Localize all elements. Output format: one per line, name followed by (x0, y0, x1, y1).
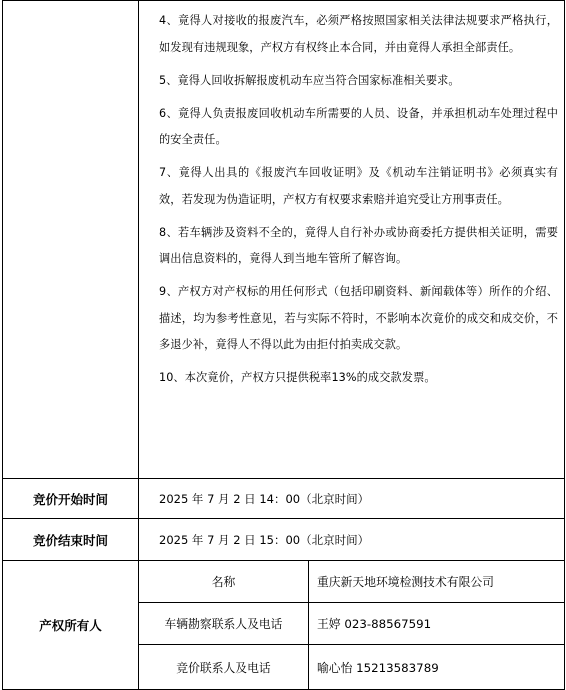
owner-name-row (3, 561, 565, 603)
auction-contact-value: 喻心怡 15213583789 (309, 645, 565, 690)
note-7: 7、竟得人出具的《报废汽车回收证明》及《机动车注销证明书》必须真实有效，若发现为伪造证明，产权方有权要求索赔并追究受让方刑事责任。 (159, 166, 559, 206)
end-time-value: 2025 年 7 月 2 日 15：00（北京时间） (139, 519, 565, 561)
inspection-contact-value: 王婷 023-88567591 (309, 603, 565, 645)
owner-name-value: 重庆新天地环境检测技术有限公司 (309, 561, 565, 603)
note-9: 9、产权方对产权标的用任何形式（包括印刷资料、新闻载体等）所作的介绍、描述，均为参考性意见，若与实际不符时，不影响本次竟价的成交和成交价，不多退少补，竟得人不得以此为由拒付拍卖成交款。 (159, 285, 559, 351)
notes-row (3, 1, 565, 479)
start-time-row (3, 479, 565, 519)
inspection-contact-label: 车辆勘察联系人及电话 (139, 603, 309, 645)
start-time-label: 竞价开始时间 (3, 479, 139, 519)
notes-label-cell (3, 1, 139, 479)
note-8: 8、若车辆涉及资料不全的，竟得人自行补办或协商委托方提供相关证明，需要调出信息资料的，竟得人到当地车管所了解咨询。 (159, 225, 559, 265)
note-5: 5、竟得人回收拆解报废机动车应当符合国家标准相关要求。 (159, 73, 460, 87)
auction-contact-label: 竞价联系人及电话 (139, 645, 309, 690)
end-time-label: 竞价结束时间 (3, 519, 139, 561)
notes-cell (139, 1, 565, 479)
auction-info-table (2, 0, 565, 690)
start-time-value: 2025 年 7 月 2 日 14：00（北京时间） (139, 479, 565, 519)
note-6: 6、竟得人负责报废回收机动车所需要的人员、设备，并承担机动车处理过程中的安全责任。 (159, 106, 559, 146)
note-10: 10、本次竟价，产权方只提供税率13%的成交款发票。 (159, 371, 436, 384)
owner-name-label: 名称 (139, 561, 309, 603)
owner-label: 产权所有人 (3, 561, 139, 690)
note-4: 4、竟得人对接收的报废汽车，必须严格按照国家相关法律法规要求严格执行，如发现有违规现象，产权方有权终止本合同，并由竟得人承担全部责任。 (159, 14, 559, 54)
end-time-row (3, 519, 565, 561)
